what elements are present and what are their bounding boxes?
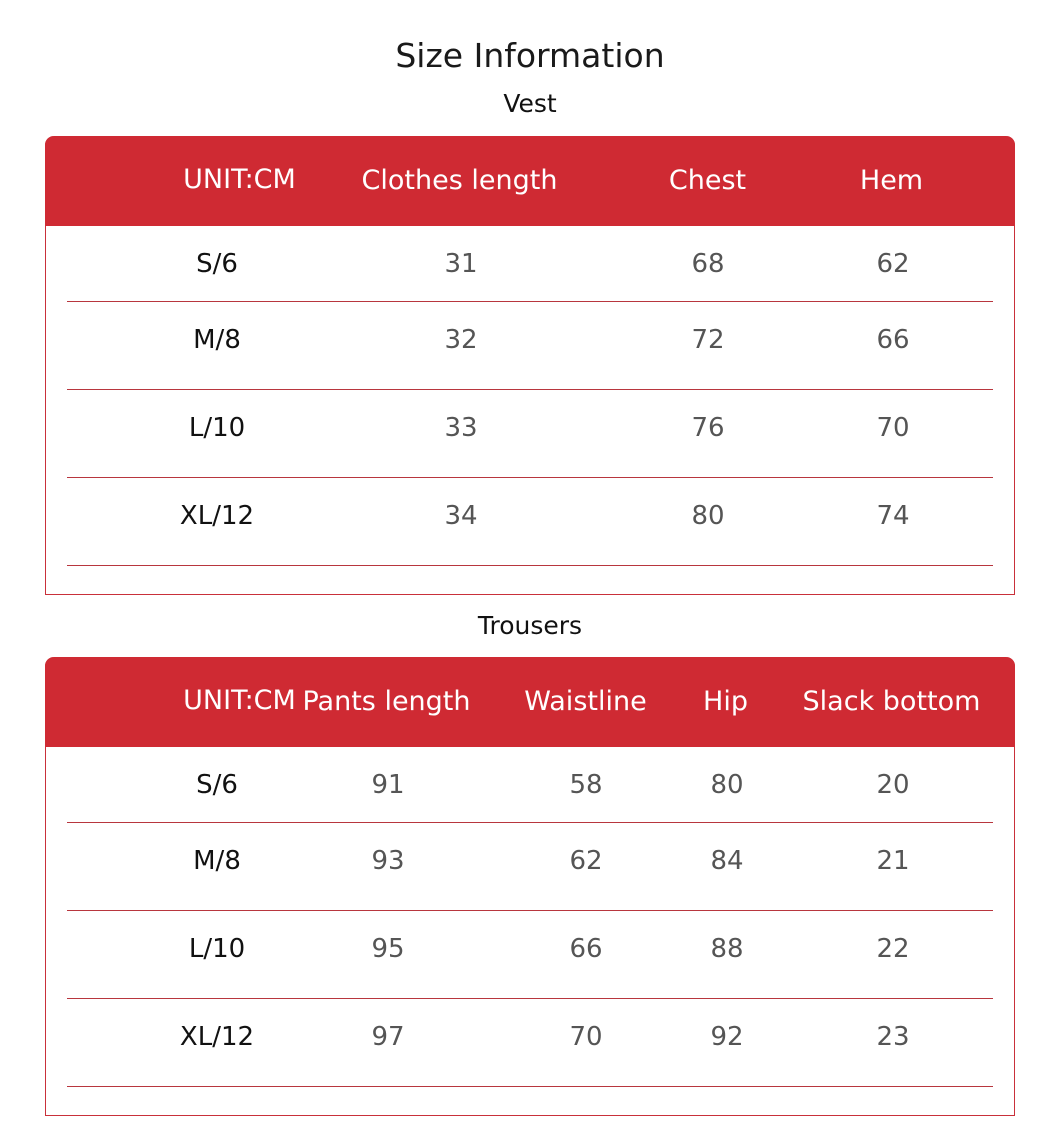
header-pants-length: Pants length — [302, 686, 471, 717]
hem-value: 62 — [876, 249, 910, 279]
size-label: M/8 — [193, 846, 241, 876]
clothes-length-value: 32 — [444, 325, 478, 355]
row-divider — [67, 565, 993, 567]
waistline-value: 70 — [569, 1022, 603, 1052]
vest-size-table — [45, 136, 1015, 595]
hem-value: 66 — [876, 325, 910, 355]
chest-value: 76 — [691, 413, 725, 443]
hip-value: 80 — [710, 770, 744, 800]
pants-length-value: 91 — [371, 770, 405, 800]
table-row — [67, 302, 993, 390]
waistline-value: 58 — [569, 770, 603, 800]
size-label: S/6 — [196, 770, 238, 800]
clothes-length-value: 31 — [444, 249, 478, 279]
header-unit: UNIT:CM — [183, 164, 296, 195]
slack-bottom-value: 22 — [876, 934, 910, 964]
table-row — [67, 999, 993, 1087]
chest-value: 68 — [691, 249, 725, 279]
size-label: L/10 — [188, 413, 246, 443]
waistline-value: 62 — [569, 846, 603, 876]
pants-length-value: 97 — [371, 1022, 405, 1052]
size-label: XL/12 — [179, 501, 255, 531]
hem-value: 74 — [876, 501, 910, 531]
table-row — [67, 747, 993, 823]
header-hem: Hem — [859, 165, 924, 196]
vest-table-header — [45, 136, 1015, 226]
slack-bottom-value: 23 — [876, 1022, 910, 1052]
table-row — [67, 911, 993, 999]
table-row — [67, 478, 993, 566]
chest-value: 72 — [691, 325, 725, 355]
header-clothes-length: Clothes length — [361, 165, 558, 196]
pants-length-value: 93 — [371, 846, 405, 876]
hip-value: 92 — [710, 1022, 744, 1052]
vest-section-title: Vest — [503, 89, 557, 118]
trousers-section-title: Trousers — [477, 611, 583, 640]
table-row — [67, 226, 993, 302]
row-divider — [67, 1086, 993, 1088]
hip-value: 84 — [710, 846, 744, 876]
page-title: Size Information — [395, 36, 665, 75]
size-label: S/6 — [196, 249, 238, 279]
header-unit: UNIT:CM — [183, 685, 296, 716]
hip-value: 88 — [710, 934, 744, 964]
table-row — [67, 390, 993, 478]
clothes-length-value: 33 — [444, 413, 478, 443]
header-waistline: Waistline — [524, 686, 647, 717]
waistline-value: 66 — [569, 934, 603, 964]
clothes-length-value: 34 — [444, 501, 478, 531]
chest-value: 80 — [691, 501, 725, 531]
size-label: L/10 — [188, 934, 246, 964]
size-label: XL/12 — [179, 1022, 255, 1052]
slack-bottom-value: 20 — [876, 770, 910, 800]
trousers-table-header — [45, 657, 1015, 747]
header-hip: Hip — [703, 686, 748, 717]
header-slack-bottom: Slack bottom — [802, 686, 981, 717]
size-label: M/8 — [193, 325, 241, 355]
header-chest: Chest — [668, 165, 747, 196]
table-row — [67, 823, 993, 911]
pants-length-value: 95 — [371, 934, 405, 964]
slack-bottom-value: 21 — [876, 846, 910, 876]
trousers-size-table — [45, 657, 1015, 1116]
hem-value: 70 — [876, 413, 910, 443]
